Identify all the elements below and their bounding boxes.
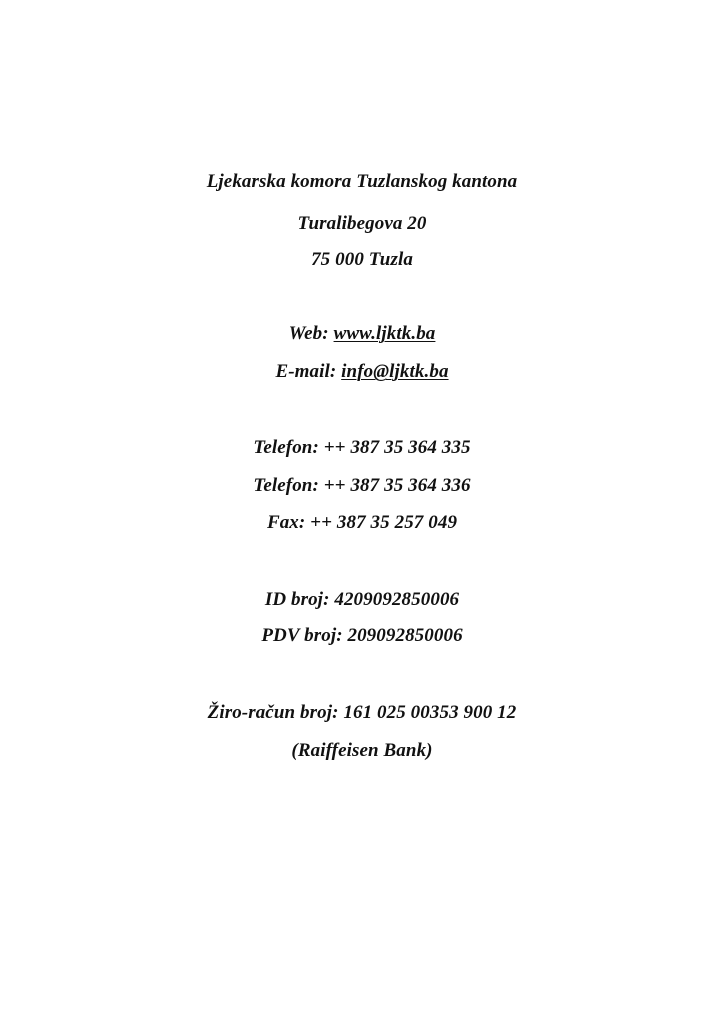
phone-1: Telefon: ++ 387 35 364 335: [253, 437, 471, 458]
vat-number: PDV broj: 209092850006: [261, 625, 463, 646]
id-number: ID broj: 4209092850006: [264, 589, 460, 610]
phone-2: Telefon: ++ 387 35 364 336: [253, 475, 471, 496]
web-line: [0, 322, 724, 346]
email-label: E-mail:: [275, 361, 342, 382]
bank-name: (Raiffeisen Bank): [291, 740, 433, 761]
web-link[interactable]: www.ljktk.ba: [333, 323, 436, 344]
email-link[interactable]: info@ljktk.ba: [341, 361, 449, 382]
city-address: 75 000 Tuzla: [311, 249, 413, 270]
web-label: Web:: [288, 323, 334, 344]
fax-number: Fax: ++ 387 35 257 049: [266, 512, 458, 533]
organization-name: Ljekarska komora Tuzlanskog kantona: [206, 171, 518, 192]
bank-account: Žiro-račun broj: 161 025 00353 900 12: [207, 702, 517, 723]
email-line: [0, 360, 724, 384]
street-address: Turalibegova 20: [297, 213, 427, 234]
